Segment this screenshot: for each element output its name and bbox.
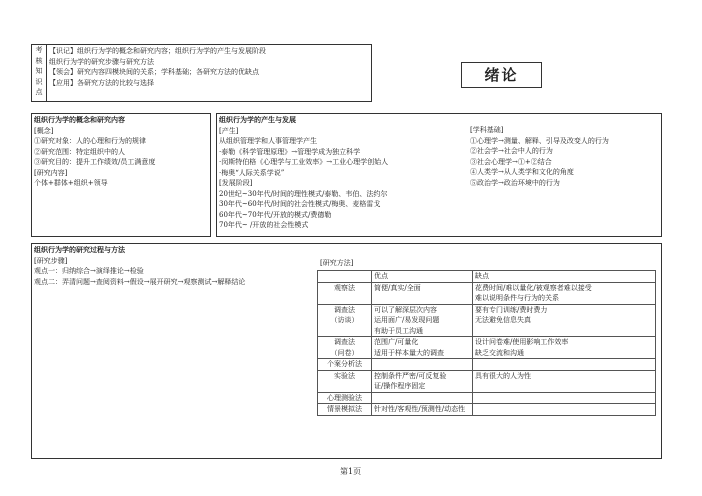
section-line: [产生] [219,126,239,135]
section-line: ④人类学→从人类学和文化的角度 [470,168,574,176]
method-cons-cell [473,404,656,416]
section-line: ·泰勒《科学管理原理》→管理学成为独立科学 [219,147,361,156]
section-line: 20世纪~30年代/时间的理性模式/泰勒、韦伯、法约尔 [219,189,388,198]
table-header-row [318,271,656,283]
section-line: 个体+群体+组织+领导 [34,179,108,187]
view-one: 观点一：归纳综合→演绎推论→检验 [34,267,144,275]
method-cons-cell: 要有专门训练/费时费力 无法避免信息失真 [473,304,656,337]
section-line: [发展阶段] [219,179,253,187]
method-name-cell: 情景模拟法 [318,404,372,416]
table-row [318,282,656,304]
section-line: 70年代~ /开放的社会性模式 [219,221,309,229]
method-pros-cell: 针对性/客观性/预测性/动态性 [372,404,473,416]
section-line: [研究内容] [34,168,68,177]
method-cons-cell [473,392,656,404]
method-name-cell: 心理测验法 [318,392,372,404]
view-two: 观点二：弄清问题→查阅资料→假设→展开研究→观察测试→解释结论 [34,277,246,286]
method-pros-cell: 可以了解深层次内容 运用面广/易发现问题 有助于员工沟通 [372,304,473,337]
method-pros-cell: 简便/真实/全面 [372,282,473,304]
development-section [216,113,662,237]
label-char: 识 [35,77,43,86]
method-pros-cell: 控制条件严密/可反复验 证/操作程序固定 [372,370,473,392]
table-row [318,404,656,416]
table-row [318,370,656,392]
table-row [318,359,656,371]
label-char: 点 [35,88,43,96]
table-header-cell [318,271,372,283]
method-name-cell: 调查法 （问卷） [318,337,372,359]
label-char: 考 [35,46,43,54]
methods-label: [研究方法] [320,259,354,267]
table-row [318,337,656,359]
key-points-label [32,45,47,101]
key-point-line: 组织行为学的研究步骤与研究方法 [49,57,154,66]
section-line: ③研究目的：提升工作绩效/员工满意度 [34,158,156,166]
key-point-line: 【应用】各研究方法的比较与选择 [49,79,154,88]
section-heading: 组织行为学的概念和研究内容 [34,116,125,124]
key-point-line: 【领会】研究内容四模块间的关系；学科基础；各研究方法的优缺点 [49,68,259,77]
method-pros-cell [372,359,473,371]
section-heading: 组织行为学的研究过程与方法 [34,246,125,254]
method-cons-cell: 设计问卷难/使用影响工作效率 缺乏交流和沟通 [473,337,656,359]
table-header-cell: 优点 [372,271,473,283]
section-line: ·闵斯特伯格《心理学与工业效率》→工业心理学创始人 [219,158,389,166]
method-pros-cell: 范围广/可量化 适用于样本量大的调查 [372,337,473,359]
methods-table [317,270,656,416]
concept-section [31,113,211,237]
section-line: 30年代~60年代/时间的社会性模式/梅奥、麦格雷戈 [219,200,381,208]
method-cons-cell: 具有很大的人为性 [473,370,656,392]
steps-label: [研究步骤] [34,256,68,265]
section-line: ①心理学→测量、解释、引导及改变人的行为 [470,136,609,145]
key-points-lines [49,46,266,89]
page-number: 第1页 [340,467,362,476]
method-name-cell: 调查法 （访谈） [318,304,372,337]
section-line: [概念] [34,126,54,135]
section-line: [学科基础] [470,126,504,134]
table-row [318,304,656,337]
section-line: ·梅奥“人际关系学说” [219,168,285,177]
method-name-cell: 个案分析法 [318,359,372,371]
key-point-line: 【识记】组织行为学的概念和研究内容；组织行为学的产生与发展阶段 [49,47,266,55]
chapter-title: 绪论 [461,62,542,88]
table-row [318,392,656,404]
section-line: 60年代~70年代/开放的模式/费德勒 [219,210,332,219]
method-cons-cell: 花费时间/难以量化/被观察者难以接受 难以说明条件与行为的关系 [473,282,656,304]
section-line: ⑤政治学→政治环境中的行为 [470,178,560,187]
method-pros-cell [372,392,473,404]
methods-section [31,243,662,459]
section-line: ①研究对象：人的心理和行为的规律 [34,137,146,145]
section-heading: 组织行为学的产生与发展 [219,116,296,124]
section-line: ②社会学→社会中人的行为 [470,147,553,155]
section-line: ②研究范围：特定组织中的人 [34,147,125,156]
method-name-cell: 观察法 [318,282,372,304]
key-points-box [31,44,372,102]
method-cons-cell [473,359,656,371]
table-header-cell: 缺点 [473,271,656,283]
method-name-cell: 实验法 [318,370,372,392]
label-char: 知 [35,67,43,75]
section-line: 从组织管理学和人事管理学产生 [219,137,317,145]
section-line: ③社会心理学→①+②结合 [470,157,552,166]
label-char: 核 [35,56,43,65]
